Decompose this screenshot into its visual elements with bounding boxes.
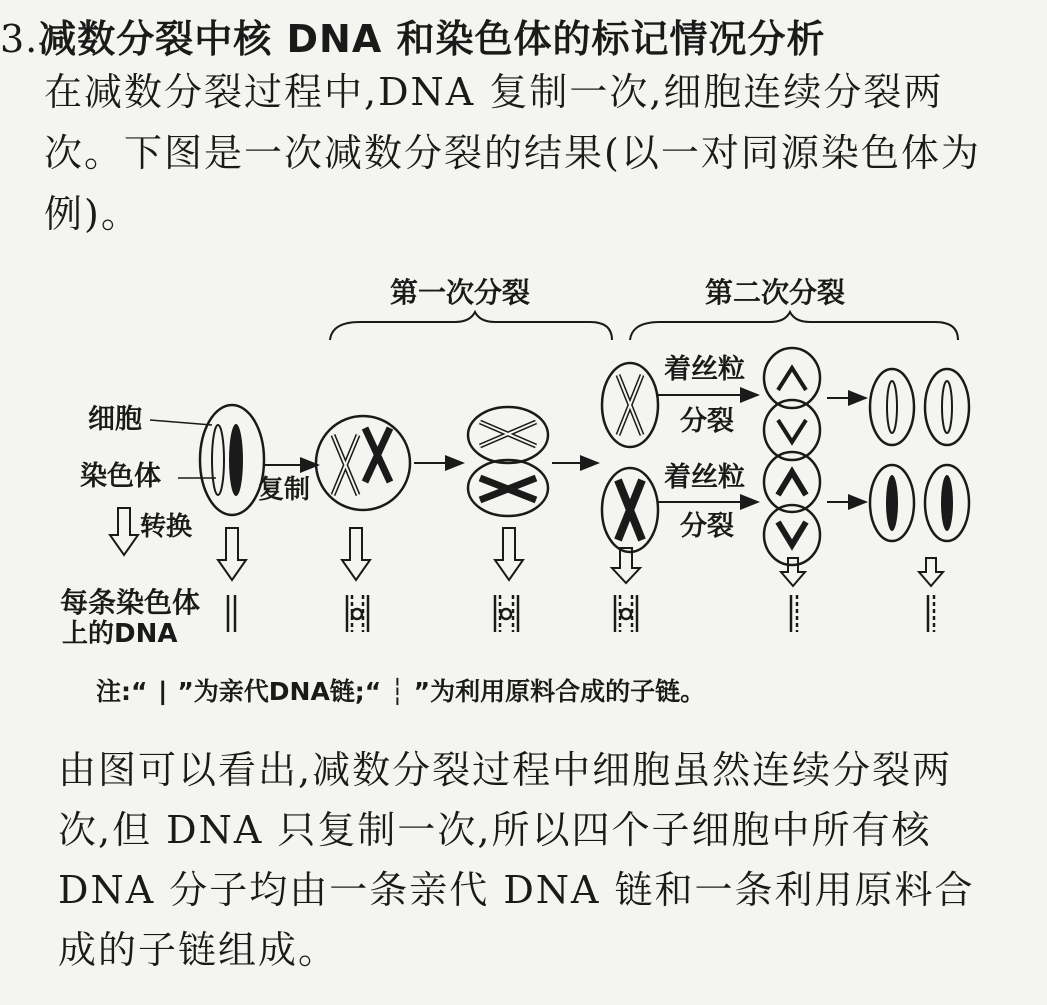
- label-cell: 细胞: [88, 404, 142, 435]
- cells-final-upper: [870, 369, 969, 445]
- label-convert: 转换: [140, 512, 193, 542]
- cell-metaphase-1: [468, 407, 548, 516]
- section-title: 减数分裂中核 DNA 和染色体的标记情况分析: [38, 17, 826, 61]
- cell-anaphase-upper: [764, 348, 820, 460]
- label-centromere-lower: 着丝粒: [664, 462, 745, 493]
- cell-daughter-upper: [602, 363, 658, 447]
- label-dna-line1: 每条染色体: [60, 586, 201, 619]
- label-split-lower: 分裂: [680, 511, 734, 542]
- second-division-label: 第二次分裂: [705, 276, 846, 309]
- cells-final-lower: [870, 465, 969, 541]
- cell-replicated: [316, 416, 410, 510]
- section-heading: [0, 8, 825, 63]
- convert-arrow-icon: [110, 508, 138, 555]
- first-division-label: 第一次分裂: [390, 276, 531, 309]
- label-replication: 复制: [258, 475, 311, 505]
- intro-paragraph: 在减数分裂过程中,DNA 复制一次,细胞连续分裂两次。下图是一次减数分裂的结果(以一对同源染色体为例)。: [44, 70, 981, 236]
- meiosis-diagram: [0, 250, 1047, 670]
- label-dna-line2: 上的DNA: [62, 619, 178, 649]
- diagram-note: 注:“ ∣ ”为亲代DNA链;“ ┆ ”为利用原料合成的子链。: [96, 677, 706, 706]
- cell-daughter-lower: [602, 468, 658, 552]
- label-chromosome: 染色体: [80, 461, 161, 492]
- cell-anaphase-lower: [764, 452, 820, 565]
- convert-arrows: [218, 528, 943, 586]
- label-split-upper: 分裂: [680, 406, 734, 437]
- section-number: 3.: [0, 17, 39, 61]
- first-division-brace: [330, 312, 612, 340]
- dna-strands-row: [228, 595, 934, 632]
- conclusion-paragraph: 由图可以看出,减数分裂过程中细胞虽然连续分裂两次,但 DNA 只复制一次,所以四个子细胞中所有核 DNA 分子均由一条亲代 DNA 链和一条利用原料合成的子链组成。: [58, 748, 975, 972]
- cell-leader-line: [150, 420, 212, 425]
- cell-initial: [200, 405, 264, 515]
- label-centromere-upper: 着丝粒: [664, 354, 745, 385]
- second-division-brace: [630, 312, 958, 340]
